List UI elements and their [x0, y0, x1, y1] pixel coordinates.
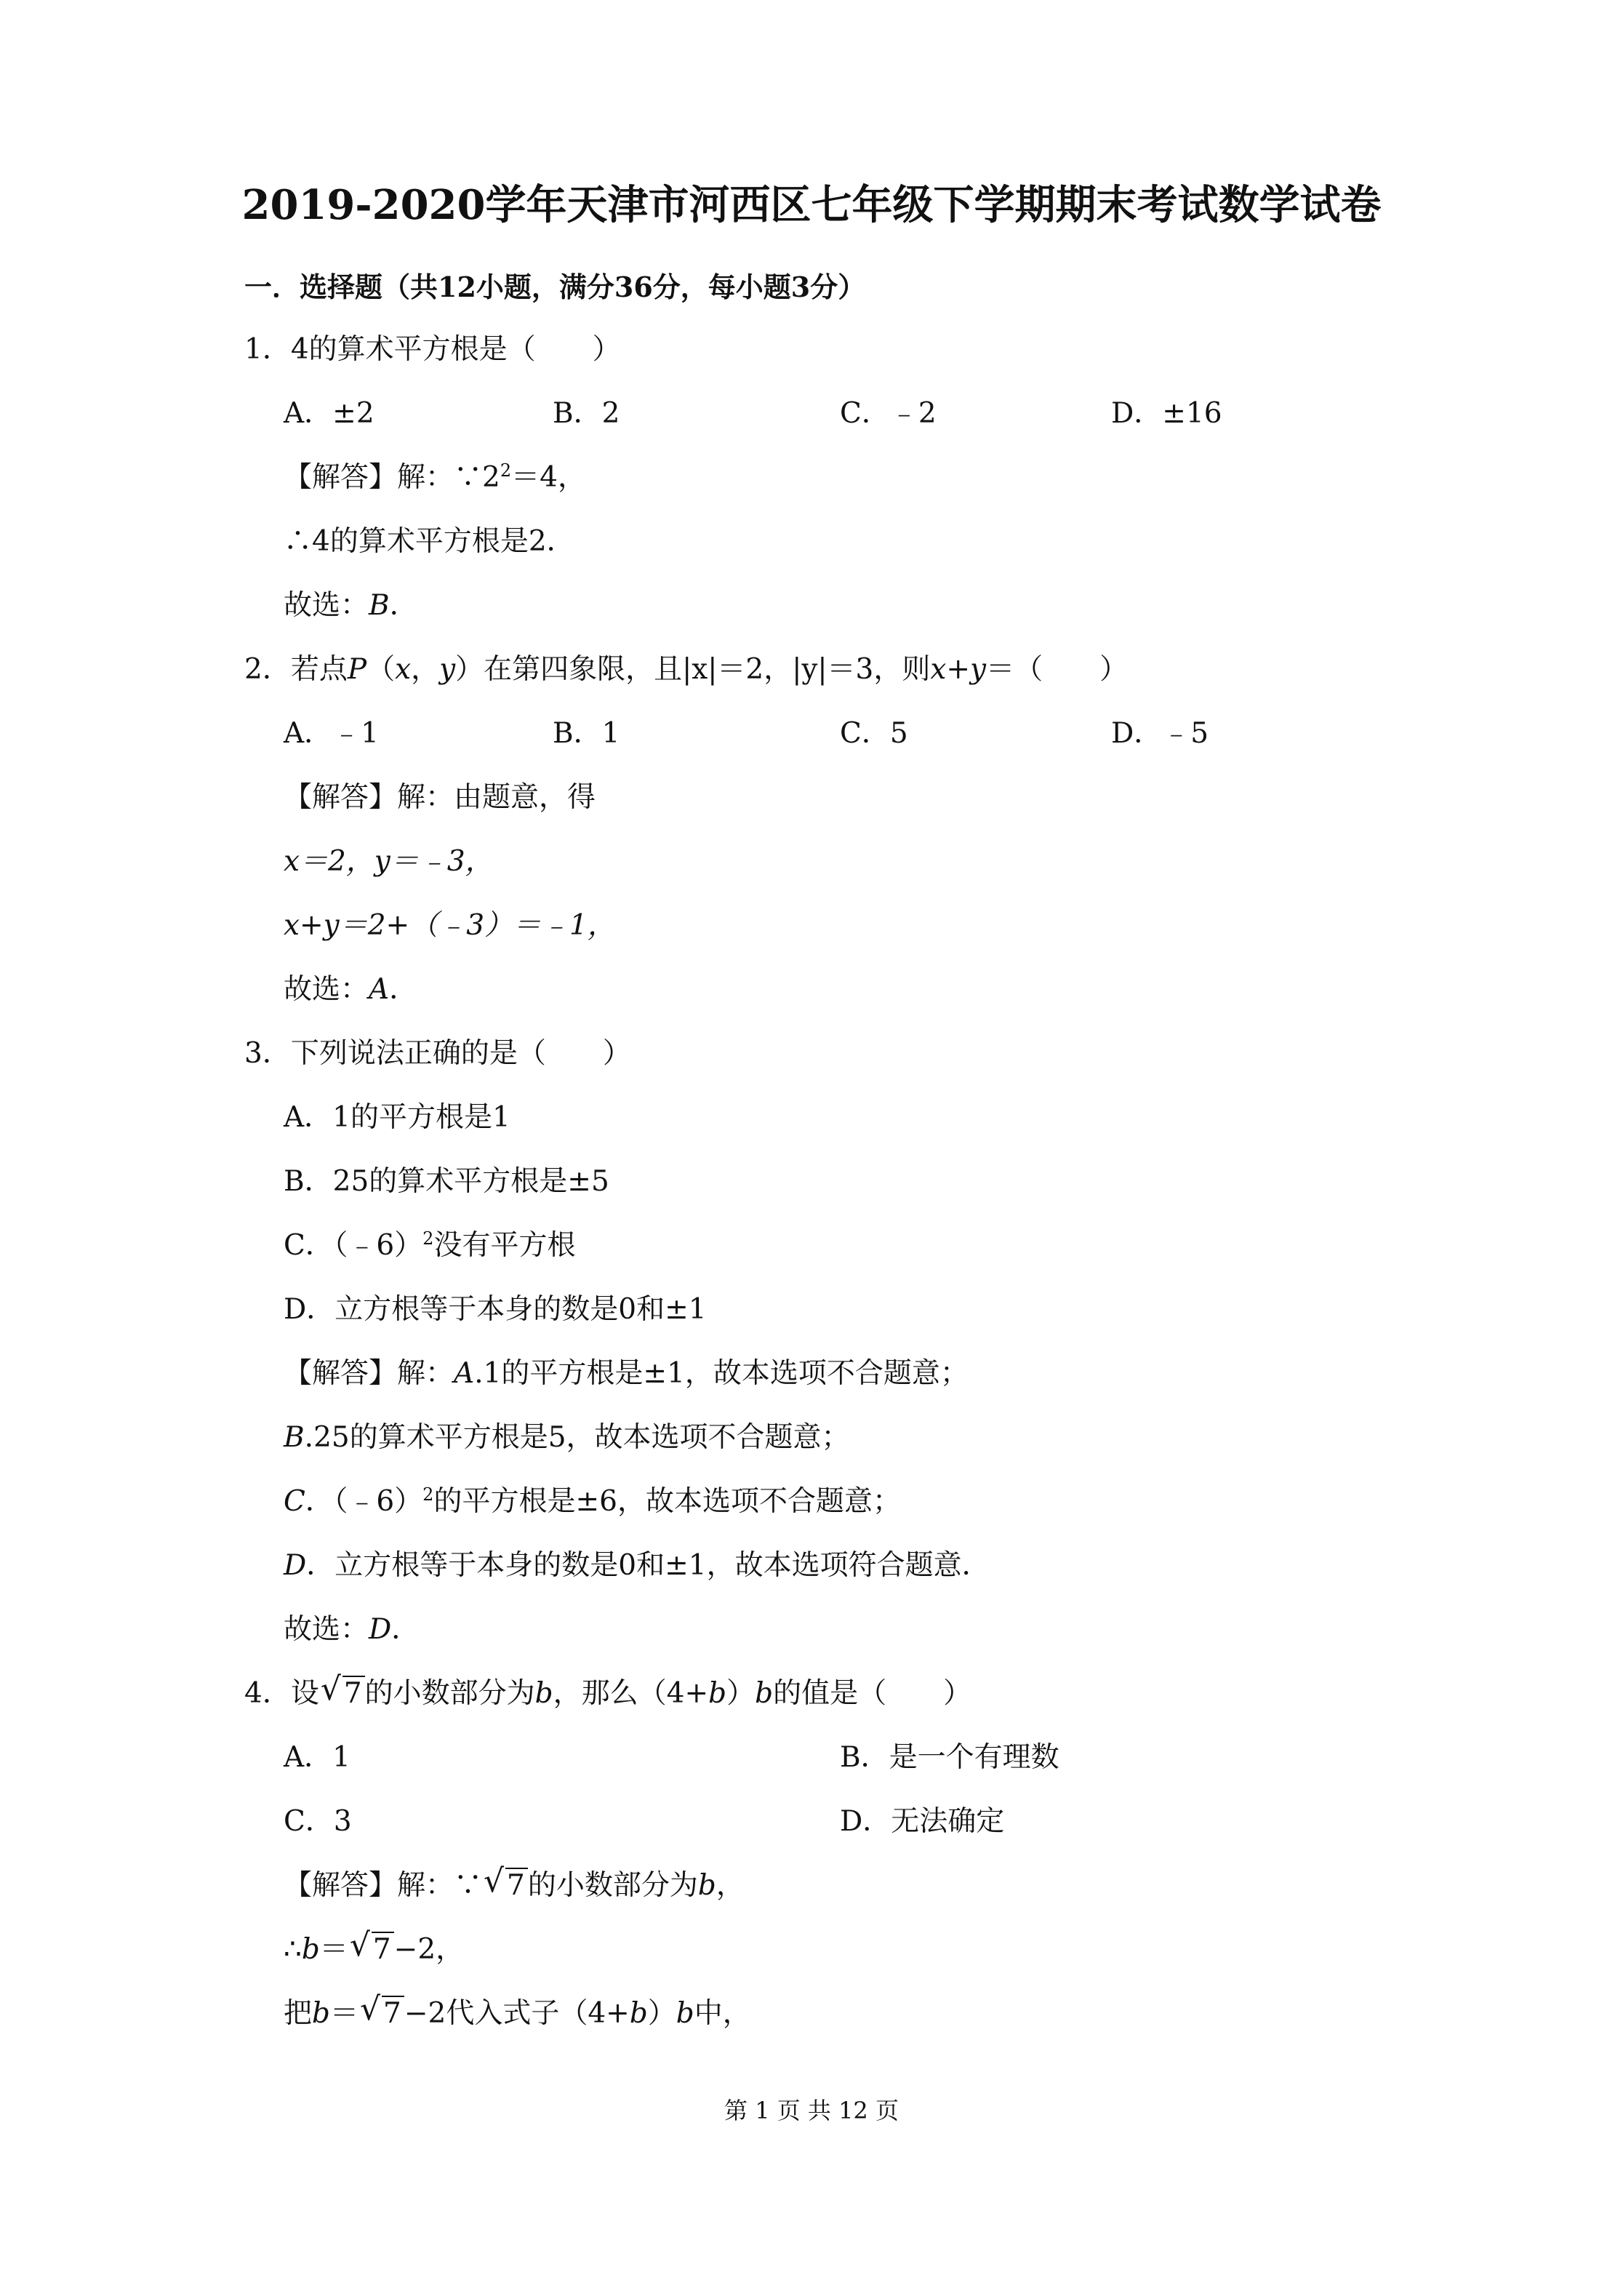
page-title: 2019-2020学年天津市河西区七年级下学期期末考试数学试卷	[241, 181, 1382, 229]
question-3-option-d: D．立方根等于本身的数是0和±1	[284, 1293, 707, 1326]
question-1-option-b: B．2	[553, 397, 620, 430]
sqrt-symbol: √ 7	[350, 1929, 394, 1971]
question-4-solution-line-1: 【解答】解：∵√ 7 的小数部分为b，	[284, 1865, 745, 1907]
sqrt-symbol: √ 7	[484, 1865, 528, 1907]
question-3-solution-line-4: D．立方根等于本身的数是0和±1，故本选项符合题意．	[284, 1549, 990, 1582]
section-heading: 一．选择题（共12小题，满分36分，每小题3分）	[244, 271, 866, 303]
question-2-answer: 故选：A．	[284, 973, 418, 1006]
question-2-solution-line-1: 【解答】解：由题意，得	[284, 781, 596, 814]
page-footer: 第 1 页 共 12 页	[724, 2097, 899, 2124]
question-1-answer: 故选：B．	[284, 589, 418, 622]
question-1-solution-line-1: 【解答】解：$\because 2^2=4$，	[284, 460, 586, 494]
question-1-stem: 1．4的算术平方根是（ ）	[244, 333, 621, 366]
question-4-option-a: A．1	[284, 1741, 350, 1774]
question-4-stem: 4．设√ 7 的小数部分为b，那么（4+b）b的值是（ ）	[244, 1673, 971, 1715]
question-3-stem: 3．下列说法正确的是（ ）	[244, 1037, 631, 1070]
question-4-option-b: B．是一个有理数	[840, 1741, 1059, 1774]
question-1-solution-line-2: ∴4的算术平方根是2．	[284, 525, 575, 558]
question-1-option-c: C．﹣2	[840, 397, 937, 430]
question-4-option-c: C．3	[284, 1805, 352, 1838]
question-3-answer: 故选：D．	[284, 1613, 420, 1646]
question-2-stem: 2．若点P（x，y）在第四象限，且|x|＝2，|y|＝3，则x+y＝（ ）	[244, 653, 1129, 686]
question-3-solution-line-3: C．（﹣6）$^2$的平方根是±6，故本选项不合题意；	[284, 1484, 901, 1518]
question-1-option-a: A．±2	[284, 397, 374, 430]
question-4-solution-line-2: ∴b＝√ 7 −2，	[284, 1929, 464, 1971]
question-3-solution-line-1: 【解答】解：A.1的平方根是±1，故本选项不合题意；	[284, 1357, 969, 1390]
question-4-option-d: D．无法确定	[840, 1805, 1005, 1838]
question-2-option-a: A．﹣1	[284, 717, 379, 750]
sqrt-symbol: √ 7	[360, 1993, 404, 2035]
question-4-solution-line-3: 把b＝√ 7 −2代入式子（4+b）b中，	[284, 1993, 751, 2035]
sqrt-symbol: √ 7	[321, 1673, 365, 1715]
question-2-option-d: D．﹣5	[1111, 717, 1209, 750]
question-2-solution-line-3: x+y＝2+（﹣3）＝﹣1，	[284, 909, 616, 942]
question-2-option-c: C．5	[840, 717, 908, 750]
question-3-option-c: C．（﹣6）$^2$没有平方根	[284, 1228, 576, 1262]
question-3-solution-line-2: B.25的算术平方根是5，故本选项不合题意；	[284, 1421, 850, 1454]
question-3-option-b: B．25的算术平方根是±5	[284, 1165, 609, 1198]
question-2-option-b: B．1	[553, 717, 620, 750]
question-2-solution-line-2: x＝2，y＝﹣3，	[284, 845, 494, 878]
question-1-option-d: D．±16	[1111, 397, 1222, 430]
question-3-option-a: A．1的平方根是1	[284, 1101, 510, 1134]
